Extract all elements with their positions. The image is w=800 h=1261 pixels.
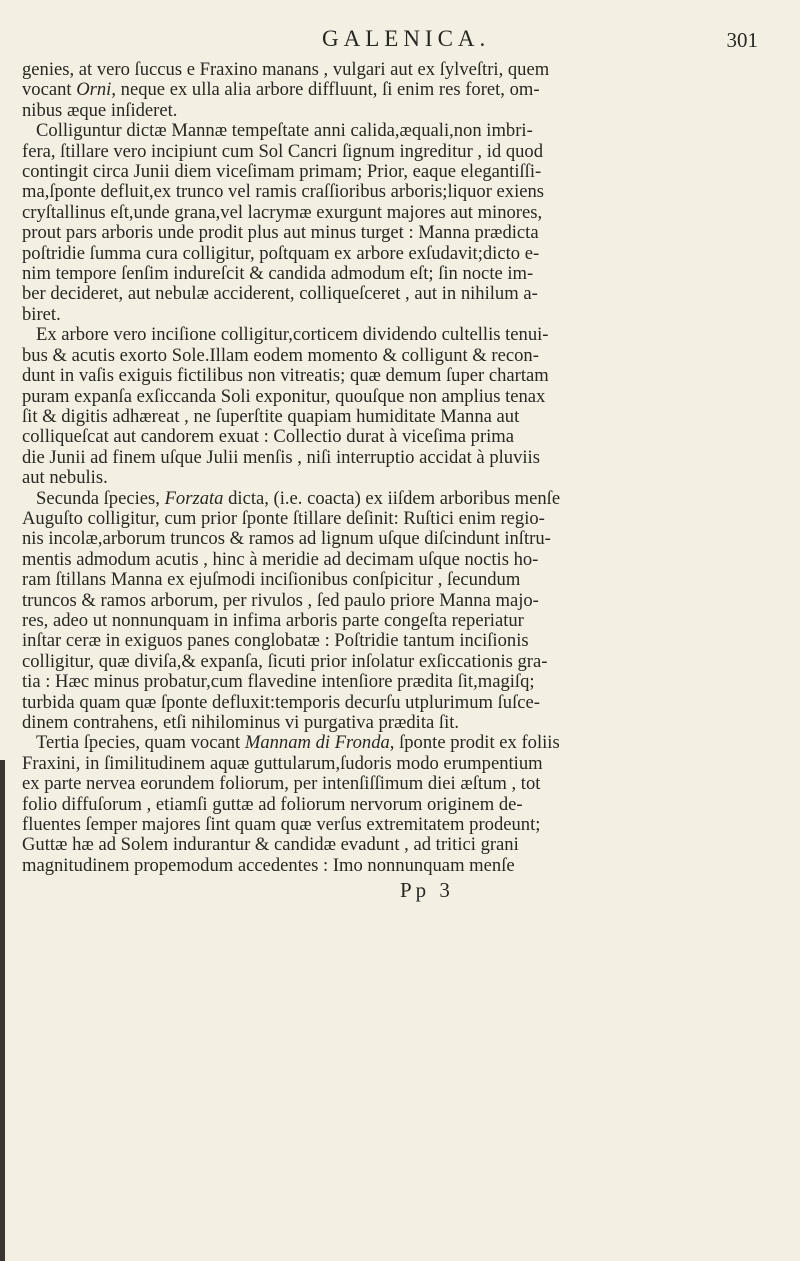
paragraph (22, 489, 778, 734)
text-line: prout pars arboris unde prodit plus aut minus turget : Manna prædicta (22, 222, 539, 244)
page-edge-shadow (0, 760, 5, 1261)
text-line: ſit & digitis adhæreat , ne ſuperſtite quapiam humiditate Manna aut (22, 405, 520, 427)
text-line: puram expanſa exſiccanda Soli exponitur, quouſque non amplius tenax (22, 385, 546, 407)
text-line: mentis admodum acutis , hinc à meridie ad decimam uſque noctis ho- (22, 548, 539, 570)
text-line: contingit circa Junii diem viceſimam primam; Prior, eaque elegantiſſi- (22, 161, 542, 183)
text-line: ex parte nervea eorundem foliorum, per intenſiſſimum diei æſtum , tot (22, 773, 541, 795)
text-line: Ex arbore vero inciſione colligitur,corticem dividendo cultellis tenui- (36, 324, 549, 346)
text-line: cryſtallinus eſt,unde grana,vel lacrymæ exurgunt majores aut minores, (22, 201, 543, 223)
body-text (22, 60, 778, 876)
text-line: folio diffuſorum , etiamſi guttæ ad foliorum nervorum originem de- (22, 793, 523, 815)
paragraph (22, 60, 778, 121)
text-line: bus & acutis exorto Sole.Illam eodem momento & colligunt & recon- (22, 344, 539, 366)
text-line: magnitudinem propemodum accedentes : Imo nonnunquam menſe (22, 854, 515, 876)
text-line: dinem contrahens, etſi nihilominus vi purgativa prædita ſit. (22, 712, 460, 733)
text-line: nim tempore ſenſim indureſcit & candida admodum eſt; ſin nocte im- (22, 263, 534, 285)
text-line: fera, ſtillare vero incipiunt cum Sol Cancri ſignum ingreditur , id quod (22, 140, 544, 162)
text-line: inſtar ceræ in exiguos panes conglobatæ : Poſtridie tantum inciſionis (22, 630, 529, 652)
text-line: biret. (22, 303, 61, 325)
page-header (22, 26, 778, 60)
text-line: poſtridie ſumma cura colligitur, poſtquam ex arbore exſudavit;dicto e- (22, 242, 540, 264)
text-line: res, adeo ut nonnunquam in infima arboris parte congeſta reperiatur (22, 609, 524, 631)
text-line: colliqueſcat aut candorem exuat : Collectio durat à viceſima prima (22, 426, 515, 448)
text-line: Tertia ſpecies, quam vocant Mannam di Fronda, ſponte prodit ex foliis (36, 732, 560, 754)
text-line: die Junii ad finem uſque Julii menſis , niſi interruptio accidat à pluviis (22, 446, 540, 468)
text-line: truncos & ramos arborum, per rivulos , ſed paulo priore Manna majo- (22, 589, 539, 611)
page-number: 301 (726, 28, 758, 52)
text-line: Colliguntur dictæ Mannæ tempeſtate anni calida,æquali,non imbri- (36, 120, 533, 142)
text-line: Auguſto colligitur, cum prior ſponte ſtillare deſinit: Ruſtici enim regio- (22, 507, 545, 529)
running-head: GALENICA. (322, 26, 491, 51)
text-line: aut nebulis. (22, 467, 108, 489)
text-line: ber decideret, aut nebulæ acciderent, colliqueſceret , aut in nihilum a- (22, 283, 538, 305)
text-line: Guttæ hæ ad Solem indurantur & candidæ evadunt , ad tritici grani (22, 834, 519, 856)
paragraph (22, 121, 778, 325)
text-line: Fraxini, in ſimilitudinem aquæ guttularum,ſudoris modo erumpentium (22, 752, 543, 774)
signature-mark: Pp 3 (400, 878, 454, 903)
text-line: ma,ſponte defluit,ex trunco vel ramis craſſioribus arboris;liquor exiens (22, 181, 545, 203)
paragraph (22, 733, 778, 876)
text-line: fluentes ſemper majores ſint quam quæ verſus extremitatem prodeunt; (22, 814, 541, 836)
text-line: tia : Hæc minus probatur,cum flavedine intenſiore prædita ſit,magiſq; (22, 671, 535, 693)
text-line: genies, at vero ſuccus e Fraxino manans , vulgari aut ex ſylveſtri, quem (22, 59, 550, 80)
text-line: turbida quam quæ ſponte defluxit:temporis decurſu utplurimum ſuſce- (22, 691, 540, 713)
text-line: Secunda ſpecies, Forzata dicta, (i.e. coacta) ex iiſdem arboribus menſe (36, 487, 561, 509)
text-line: nibus æque inſideret. (22, 99, 178, 121)
text-line: nis incolæ,arborum truncos & ramos ad lignum uſque diſcindunt inſtru- (22, 528, 551, 550)
text-line: colligitur, quæ diviſa,& expanſa, ſicuti prior inſolatur exſiccationis gra- (22, 650, 548, 672)
paragraph (22, 325, 778, 488)
text-line: dunt in vaſis exiguis fictilibus non vitreatis; quæ demum ſuper chartam (22, 365, 549, 387)
text-line: vocant Orni, neque ex ulla alia arbore diffluunt, ſi enim res foret, om- (22, 79, 540, 101)
text-line: ram ſtillans Manna ex ejuſmodi inciſionibus conſpicitur , ſecundum (22, 569, 521, 591)
page-footer (22, 878, 778, 918)
